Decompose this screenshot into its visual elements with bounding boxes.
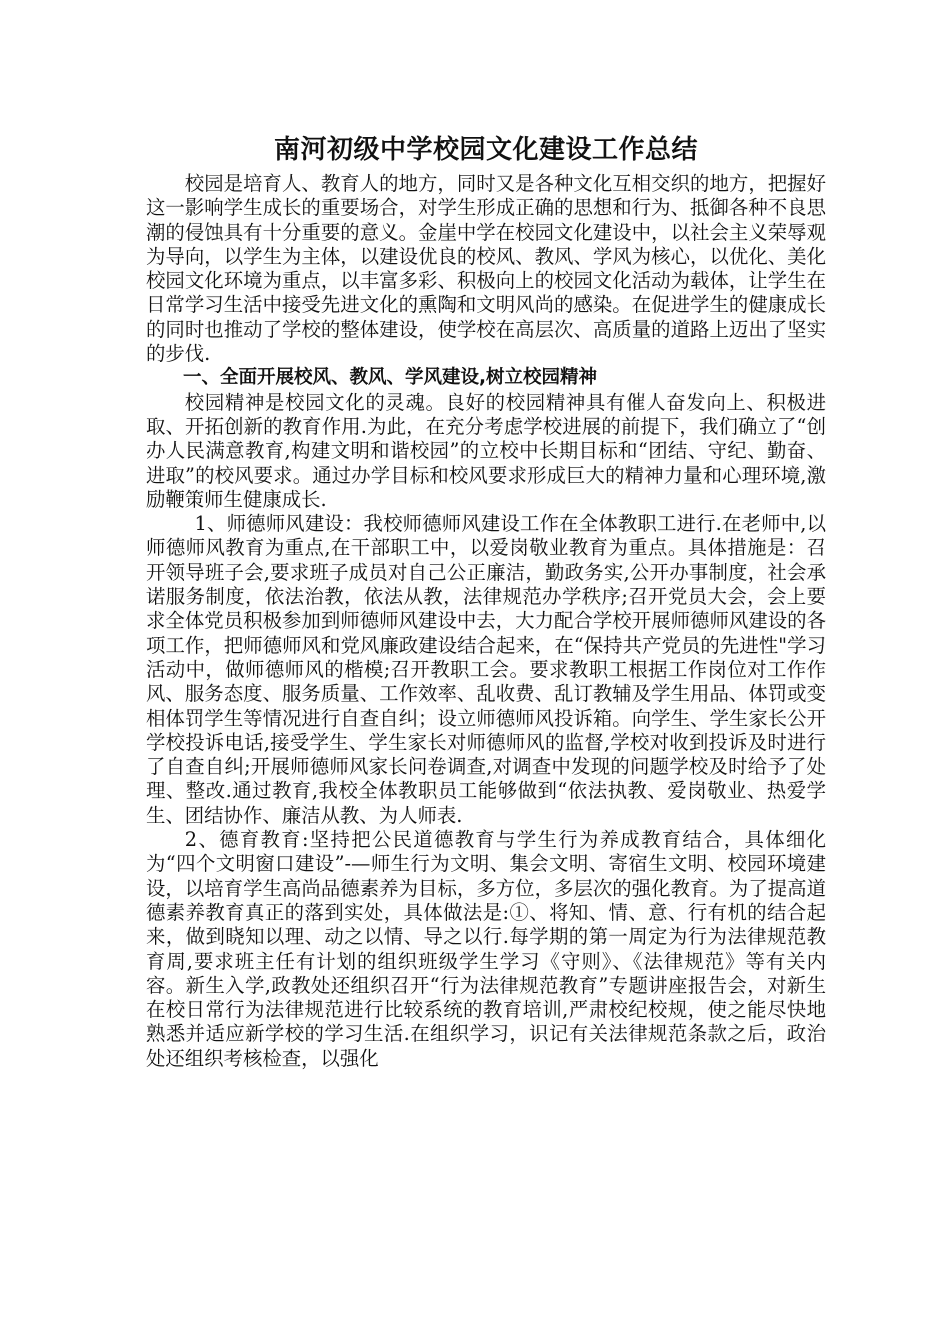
document-title: 南河初级中学校园文化建设工作总结 xyxy=(273,135,698,165)
section-heading: 一、全面开展校风、教风、学风建设,树立校园精神 xyxy=(183,367,598,389)
section-intro-paragraph: 校园精神是校园文化的灵魂。良好的校园精神具有催人奋发向上、积极进取、开拓创新的教育作用.为此，在充分考虑学校进展的前提下，我们确立了“创办人民满意教育,构建文明和谐校园”的立校中长期目标和“团结、守纪、勤奋、进取”的校风要求。通过办学目标和校风要求形成巨大的精神力量和心理环境,激励鞭策师生健康成长. xyxy=(146,390,826,511)
item-paragraph-moral-education: 2、德育教育:坚持把公民道德教育与学生行为养成教育结合，具体细化为“四个文明窗口建设”-—师生行为文明、集会文明、寄宿生文明、校园环境建设，以培育学生高尚品德素养为目标，多方位，多层次的强化教育。为了提高道德素养教育真正的落到实处，具体做法是:①、将知、情、意、行有机的结合起来，做到晓知以理、动之以情、导之以行.每学期的第一周定为行为法律规范教育周,要求班主任有计划的组织班级学生学习《守则》、《法律规范》等有关内容。新生入学,政教处还组织召开“行为法律规范教育”专题讲座报告会，对新生在校日常行为法律规范进行比较系统的教育培训,严肃校纪校规，使之能尽快地熟悉并适应新学校的学习生活.在组织学习，识记有关法律规范条款之后，政治处还组织考核检查，以强化 xyxy=(146,828,826,1070)
item-paragraph-teacher-ethics: 1、师德师风建设：我校师德师风建设工作在全体教职工进行.在老师中,以师德师风教育为重点,在干部职工中，以爱岗敬业教育为重点。具体措施是：召开领导班子会,要求班子成员对自己公正廉洁，勤政务实,公开办事制度，社会承诺服务制度，依法治教，依法从教，法律规范办学秩序;召开党员大会，会上要求全体党员积极参加到师德师风建设中去，大力配合学校开展师德师风建设的各项工作，把师德师风和党风廉政建设结合起来，在“保持共产党员的先进性"学习活动中，做师德师风的楷模;召开教职工会。要求教职工根据工作岗位对工作作风、服务态度、服务质量、工作效率、乱收费、乱订教辅及学生用品、体罚或变相体罚学生等情况进行自查自纠；设立师德师风投诉箱。向学生、学生家长公开学校投诉电话,接受学生、学生家长对师德师风的监督,学校对收到投诉及时进行了自查自纠;开展师德师风家长问卷调查,对调查中发现的问题学校及时给予了处理、整改.通过教育,我校全体教职员工能够做到“依法执教、爱岗敬业、热爱学生、团结协作、廉洁从教、为人师表. xyxy=(146,512,826,827)
document-body xyxy=(146,132,826,1071)
intro-paragraph: 校园是培育人、教育人的地方，同时又是各种文化互相交织的地方，把握好这一影响学生成长的重要场合，对学生形成正确的思想和行为、抵御各种不良思潮的侵蚀具有十分重要的意义。金崖中学在校园文化建设中，以社会主义荣辱观为导向，以学生为主体，以建设优良的校风、教风、学风为核心，以优化、美化校园文化环境为重点，以丰富多彩、积极向上的校园文化活动为载体，让学生在日常学习生活中接受先进文化的熏陶和文明风尚的感染。在促进学生的健康成长的同时也推动了学校的整体建设，使学校在高层次、高质量的道路上迈出了坚实的步伐. xyxy=(146,172,826,366)
